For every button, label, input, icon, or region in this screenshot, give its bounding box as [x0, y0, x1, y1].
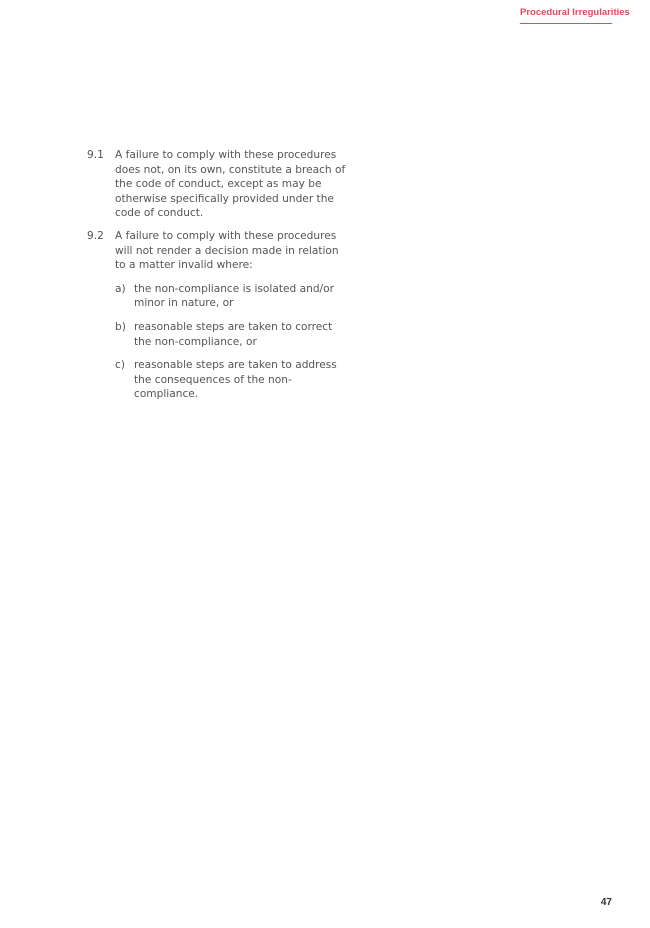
clause-9-2-subitems [87, 282, 349, 402]
clause-9-2 [87, 229, 349, 273]
subitem-text: reasonable steps are taken to address the consequences of the non-compliance. [134, 359, 337, 401]
subitem-marker: c) [115, 359, 125, 372]
subitem-marker: b) [115, 320, 126, 333]
clause-number: 9.2 [87, 229, 104, 242]
section-title: Procedural Irregularities [520, 7, 630, 18]
subitem-marker: a) [115, 282, 126, 295]
clause-text: A failure to comply with these procedures will not render a decision made in relation to a matter invalid where: [115, 229, 339, 272]
subitem-text: the non-compliance is isolated and/or minor in nature, or [134, 282, 334, 310]
subitem-b [115, 320, 349, 349]
subitem-c [115, 358, 349, 402]
subitem-a [115, 282, 349, 311]
document-body [87, 148, 349, 411]
page-header [520, 7, 630, 24]
clause-number: 9.1 [87, 149, 104, 161]
subitem-text: reasonable steps are taken to correct the non-compliance, or [134, 320, 333, 348]
clause-9-1 [87, 148, 349, 221]
page-number: 47 [600, 897, 612, 908]
header-divider [520, 23, 612, 24]
clause-text: A failure to comply with these procedures does not, on its own, constitute a breach of the code of conduct, except as may be otherwise specifically provided under the code of conduct. [115, 149, 346, 220]
